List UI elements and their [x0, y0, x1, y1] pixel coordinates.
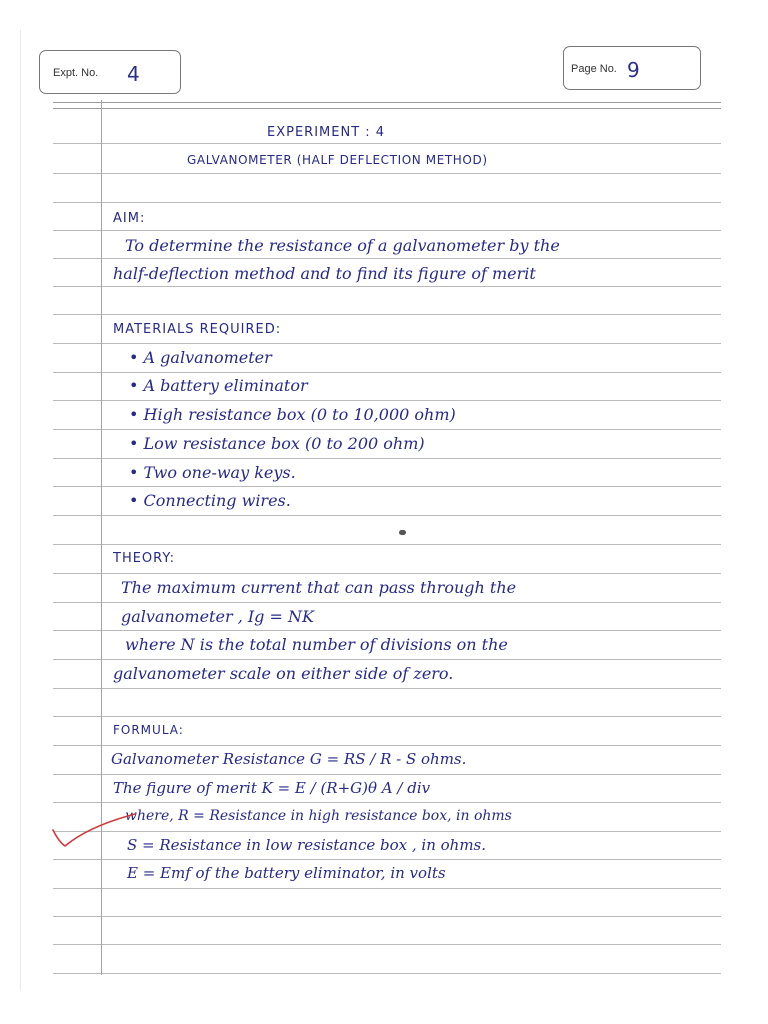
ruled-line [53, 716, 721, 717]
ruled-line [53, 258, 721, 259]
top-rule-2 [53, 108, 721, 109]
page-no-value: 9 [627, 58, 640, 82]
ink-smudge [399, 530, 406, 535]
ruled-line [53, 659, 721, 660]
ruled-line [53, 973, 721, 974]
formula-line-1: Galvanometer Resistance G = RS / R - S ohms. [111, 750, 467, 768]
material-item: • Two one-way keys. [129, 463, 296, 482]
materials-heading: MATERIALS REQUIRED: [113, 322, 282, 337]
theory-line-4: galvanometer scale on either side of zero. [113, 664, 454, 683]
ruled-line [53, 515, 721, 516]
ruled-line [53, 343, 721, 344]
ruled-line [53, 458, 721, 459]
ruled-line [53, 143, 721, 144]
expt-no-label: Expt. No. [53, 67, 99, 79]
ruled-line [53, 859, 721, 860]
ruled-line [53, 831, 721, 832]
ruled-line [53, 230, 721, 231]
experiment-subtitle: GALVANOMETER (HALF DEFLECTION METHOD) [187, 153, 488, 167]
theory-line-2: galvanometer , Ig = NK [121, 607, 314, 626]
theory-line-3: where N is the total number of divisions on the [125, 635, 508, 654]
material-item: • High resistance box (0 to 10,000 ohm) [129, 405, 456, 424]
ruled-line [53, 486, 721, 487]
ruled-line [53, 173, 721, 174]
formula-line-2: The figure of merit K = E / (R+G)θ A / div [113, 779, 431, 797]
ruled-line [53, 688, 721, 689]
page-no-label: Page No. [571, 63, 617, 75]
ruled-line [53, 602, 721, 603]
ruled-line [53, 573, 721, 574]
ruled-line [53, 802, 721, 803]
formula-line-5: E = Emf of the battery eliminator, in volts [127, 864, 446, 882]
theory-heading: THEORY: [113, 551, 175, 566]
ruled-line [53, 888, 721, 889]
ruled-line [53, 429, 721, 430]
ruled-line [53, 286, 721, 287]
ruled-line [53, 544, 721, 545]
ruled-line [53, 774, 721, 775]
top-rule [53, 102, 721, 103]
material-item: • A galvanometer [129, 348, 272, 367]
formula-line-4: S = Resistance in low resistance box , in ohms. [127, 836, 487, 854]
ruled-line [53, 745, 721, 746]
theory-line-1: The maximum current that can pass through the [121, 578, 517, 597]
ruled-line [53, 372, 721, 373]
aim-line-2: half-deflection method and to find its figure of merit [113, 264, 536, 283]
ruled-line [53, 630, 721, 631]
material-item: • Low resistance box (0 to 200 ohm) [129, 434, 425, 453]
expt-no-value: 4 [127, 62, 140, 86]
ruled-line [53, 916, 721, 917]
experiment-title: EXPERIMENT : 4 [267, 125, 386, 140]
aim-heading: AIM: [113, 211, 146, 226]
formula-line-3: where, R = Resistance in high resistance box, in ohms [125, 808, 512, 824]
ruled-line [53, 314, 721, 315]
notebook-page [20, 30, 721, 990]
ruled-line [53, 202, 721, 203]
ruled-line [53, 400, 721, 401]
ruled-line [53, 944, 721, 945]
checkmark-icon [49, 812, 139, 862]
aim-line-1: To determine the resistance of a galvanometer by the [125, 236, 560, 255]
formula-heading: FORMULA: [113, 723, 184, 737]
material-item: • Connecting wires. [129, 491, 291, 510]
material-item: • A battery eliminator [129, 376, 308, 395]
